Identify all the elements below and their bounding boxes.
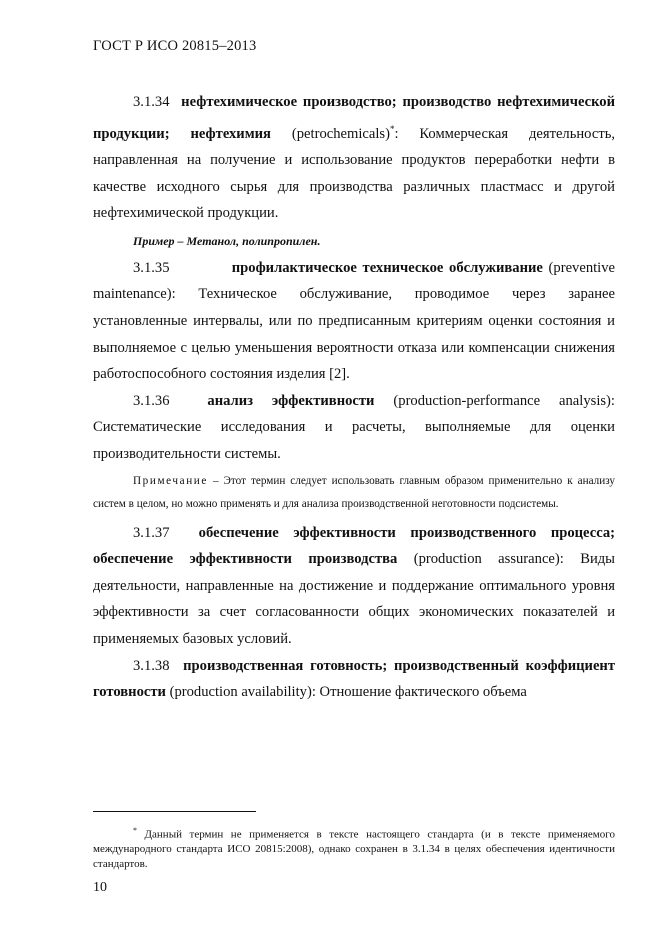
english-equivalent: (production availability) (169, 684, 312, 701)
definition-text: : Отношение фактического объема (311, 684, 527, 701)
english-equivalent: (petrochemicals) (291, 125, 390, 142)
english-equivalent: (production assurance) (413, 551, 560, 568)
footnote-separator (93, 811, 256, 812)
footnote (93, 824, 615, 871)
entry-number: 3.1.37 (133, 524, 170, 541)
term-name: профилактическое техническое обслуживание (231, 259, 543, 276)
definition-text: : Коммерческая деятельность, направленная на получение и использование продуктов переработки нефти в качестве исходного сырья для производства различных пластмасс и другой нефтехимической продукции. (93, 125, 615, 222)
term-name: производственная готовность; производственный коэффициент готовности (93, 657, 616, 701)
definition-text: : Систематические исследования и расчеты, выполняемые для оценки производительности системы. (93, 392, 615, 462)
document-body (93, 89, 615, 706)
term-name: анализ эффективности (207, 392, 375, 409)
term-name: нефтехимическое производство; производство нефтехимической продукции; нефтехимия (93, 94, 616, 142)
term-entry-3-1-36 (93, 388, 615, 468)
term-entry-3-1-37 (93, 520, 615, 653)
entry-number: 3.1.36 (133, 392, 170, 409)
definition-text: : Техническое обслуживание, проводимое через заранее установленные интервалы, или по предписанным критериям оценки состояния и выполняемое с целью уменьшения вероятности отказа или компенсации снижения работоспособного состояния изделия [2]. (93, 286, 615, 383)
definition-text: : Виды деятельности, направленные на достижение и поддержание оптимального уровня эффективности за счет согласованности общих экономических показателей и применяемых базовых условий. (93, 551, 615, 647)
running-header: ГОСТ Р ИСО 20815–2013 (93, 38, 257, 54)
footnote-reference: * (389, 123, 395, 134)
note-text: – Этот термин следует использовать главным образом применительно к анализу систем в целом, но можно применять и для анализа производственной неготовности подсистемы. (93, 474, 615, 510)
note-label: Примечание (133, 474, 208, 487)
footnote-text: Данный термин не применяется в тексте настоящего стандарта (и в тексте применяемого международного стандарта ИСО 20815:2008), однако сохранен в 3.1.34 в целях обеспечения идентичности стандартов. (93, 828, 615, 870)
english-equivalent: (production-performance analysis) (393, 392, 611, 409)
english-equivalent: (preventive maintenance) (93, 259, 615, 303)
entry-number: 3.1.38 (133, 657, 170, 674)
term-entry-3-1-38 (93, 653, 615, 706)
note-paragraph (93, 470, 615, 516)
example-line: Пример – Метанол, полипропилен. (133, 233, 321, 248)
entry-number: 3.1.35 (133, 259, 170, 276)
footnote-mark: * (133, 826, 137, 835)
term-name: обеспечение эффективности производственного процесса; обеспечение эффективности производства (93, 524, 616, 568)
page-number: 10 (93, 880, 107, 895)
entry-number: 3.1.34 (133, 94, 170, 110)
term-entry-3-1-35 (93, 255, 615, 388)
term-entry-3-1-34 (93, 89, 615, 227)
